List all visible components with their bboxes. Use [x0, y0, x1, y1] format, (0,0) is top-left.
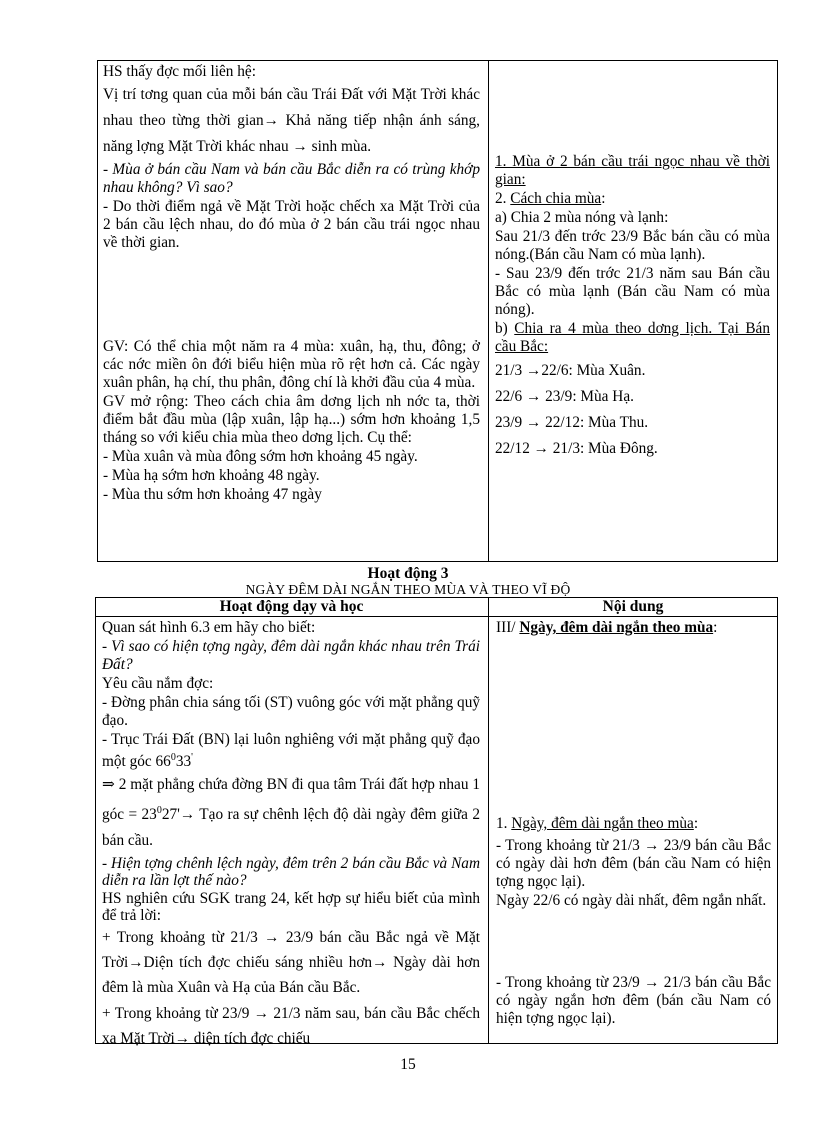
season-item: 22/6 → 23/9: Mùa Hạ. — [495, 388, 634, 405]
t2-left-p4-text: - Trục Trái Đất (BN) lại luôn nghiêng với mặt phẳng quỹ đạo một góc 66 — [102, 731, 480, 771]
table1-divider — [488, 60, 489, 562]
t2-left-p5-text: ⇒ 2 mặt phẳng chứa đờng BN đi qua tâm Trái đất hợp nhau 1 góc = 23 — [102, 776, 480, 824]
right-heading-2-prefix: 2. — [495, 190, 511, 207]
right-heading-2-text: Cách chia mùa — [510, 190, 602, 207]
t2-right-r3: - Trong khoảng từ 23/9 → 21/3 bán cầu Bắc có ngày ngắn hơn đêm (bán cầu Nam có hiện tợng ngọc lại). — [496, 974, 771, 1027]
t2-right-heading-text: Ngày, đêm dài ngắn theo mùa — [519, 619, 714, 636]
left-p3: - Do thời điểm ngả về Mặt Trời hoặc chếch xa Mặt Trời của 2 bán cầu lệch nhau, do đó mùa ở 2 bán cầu trái ngọc nhau về thời gian. — [103, 198, 480, 251]
t2-left-p4-degree: 0 — [170, 752, 176, 763]
t2-left-p7: + Trong khoảng từ 21/3 → 23/9 bán cầu Bắc ngả về Mặt Trời→Diện tích đợc chiếu sáng nhiều hơn→ Ngày dài hơn đêm là mùa Xuân và Hạ của Bán cầu Bắc. — [102, 929, 480, 997]
season-item: 23/9 → 22/12: Mùa Thu. — [495, 414, 649, 431]
table1-left-cell — [103, 63, 480, 505]
t2-left-p6: HS nghiên cứu SGK trang 24, kết hợp sự hiểu biết của mình để trả lời: — [102, 890, 480, 925]
section-subtitle: NGÀY ĐÊM DÀI NGẮN THEO MÙA VÀ THEO VĨ ĐỘ — [245, 582, 571, 597]
right-heading-2-suffix: : — [601, 190, 606, 207]
right-heading-2 — [495, 190, 770, 208]
t2-left-p5 — [102, 772, 480, 854]
right-b-text: Chia ra 4 mùa theo dơng lịch. Tại Bán cầu Bắc: — [495, 320, 770, 355]
left-p5: GV mở rộng: Theo cách chia âm dơng lịch nh nớc ta, thời điểm bắt đầu mùa (lập xuân, lập hạ...) sớm hơn khoảng 1,5 tháng so với kiểu chia mùa theo dơng lịch. Cụ thể: — [103, 393, 480, 446]
right-b-prefix: b) — [495, 320, 515, 337]
table2-header-left: Hoạt động dạy và học — [219, 598, 364, 615]
right-a: a) Chia 2 mùa nóng và lạnh: — [495, 209, 669, 226]
right-a1: Sau 21/3 đến trớc 23/9 Bắc bán cầu có mùa nóng.(Bán cầu Nam có mùa lạnh). — [495, 228, 770, 263]
t2-left-p4-minutes: 33 — [175, 753, 192, 771]
section-title: Hoạt động 3 — [367, 565, 449, 582]
t2-right-heading — [496, 619, 771, 637]
t2-left-question-2: - Hiện tợng chênh lệch ngày, đêm trên 2 bán cầu Bắc và Nam diễn ra lần lợt thế nào? — [102, 855, 480, 890]
t2-right-heading-prefix: III/ — [496, 619, 520, 636]
table2-right-cell — [496, 619, 771, 1029]
t2-left-p2: Yêu cầu nắm đợc: — [102, 675, 214, 692]
table2-header-line — [95, 616, 778, 617]
t2-left-p1: Quan sát hình 6.3 em hãy cho biết: — [102, 619, 316, 636]
t2-right-sub — [496, 815, 771, 833]
left-question-1: - Mùa ở bán cầu Nam và bán cầu Bắc diễn ra có trùng khớp nhau không? Vì sao? — [103, 161, 480, 196]
t2-right-r1: - Trong khoảng từ 21/3 → 23/9 bán cầu Bắc có ngày dài hơn đêm (bán cầu Nam có hiện tợng ngọc lại). — [496, 837, 771, 890]
table2-left-cell — [102, 619, 480, 1052]
left-p1: HS thấy đợc mối liên hệ: — [103, 63, 256, 80]
t2-left-p3: - Đờng phân chia sáng tối (ST) vuông góc với mặt phẳng quỹ đạo. — [102, 694, 480, 729]
t2-left-p8: + Trong khoảng từ 23/9 → 21/3 năm sau, bán cầu Bắc chếch xa Mặt Trời→ diện tích đợc chiếu — [102, 1005, 480, 1048]
table2-divider — [488, 597, 489, 1044]
t2-right-sub-prefix: 1. — [496, 815, 512, 832]
t2-left-p4 — [102, 731, 480, 771]
t2-left-p5-degree: 0 — [156, 805, 162, 817]
season-item: 21/3 →22/6: Mùa Xuân. — [495, 362, 646, 379]
t2-left-p5-minutes: 27 — [161, 806, 178, 824]
page-number: 15 — [400, 1056, 416, 1073]
table1-right-cell — [495, 153, 770, 462]
t2-right-heading-suffix: : — [713, 619, 718, 636]
right-a2: - Sau 23/9 đến trớc 21/3 năm sau Bán cầu Bắc có mùa lạnh (Bán cầu Nam có mùa nóng). — [495, 265, 770, 318]
left-p6: - Mùa xuân và mùa đông sớm hơn khoảng 45 ngày. — [103, 448, 418, 465]
t2-right-r2: Ngày 22/6 có ngày dài nhất, đêm ngắn nhất. — [496, 892, 767, 909]
t2-right-sub-suffix: : — [693, 815, 699, 832]
right-b — [495, 320, 770, 356]
t2-right-sub-text: Ngày, đêm dài ngắn theo mùa — [511, 815, 694, 832]
right-heading-1: 1. Mùa ở 2 bán cầu trái ngọc nhau về thời gian: — [495, 153, 770, 188]
t2-left-question-1: - Vì sao có hiện tợng ngày, đêm dài ngắn khác nhau trên Trái Đất? — [102, 638, 480, 673]
season-item: 22/12 → 21/3: Mùa Đông. — [495, 440, 658, 457]
t2-left-p4-prime: ' — [191, 752, 193, 763]
table2-header-right: Nội dung — [602, 598, 664, 615]
left-p7: - Mùa hạ sớm hơn khoảng 48 ngày. — [103, 467, 320, 484]
t2-left-p5-rest: '→ Tạo ra sự chênh lệch độ dài ngày đêm giữa 2 bán cầu. — [102, 806, 480, 850]
left-p8: - Mùa thu sớm hơn khoảng 47 ngày — [103, 486, 322, 503]
left-p2: Vị trí tơng quan của mỗi bán cầu Trái Đất với Mặt Trời khác nhau theo từng thời gian→ Khả năng tiếp nhận ánh sáng, năng lợng Mặt Trời khác nhau → sinh mùa. — [103, 86, 480, 155]
left-p4: GV: Có thể chia một năm ra 4 mùa: xuân, hạ, thu, đông; ở các nớc miền ôn đới biểu hiện mùa rõ rệt hơn cả. Các ngày xuân phân, hạ chí, thu phân, đông chí là khởi đầu của 4 mùa. — [103, 338, 480, 391]
